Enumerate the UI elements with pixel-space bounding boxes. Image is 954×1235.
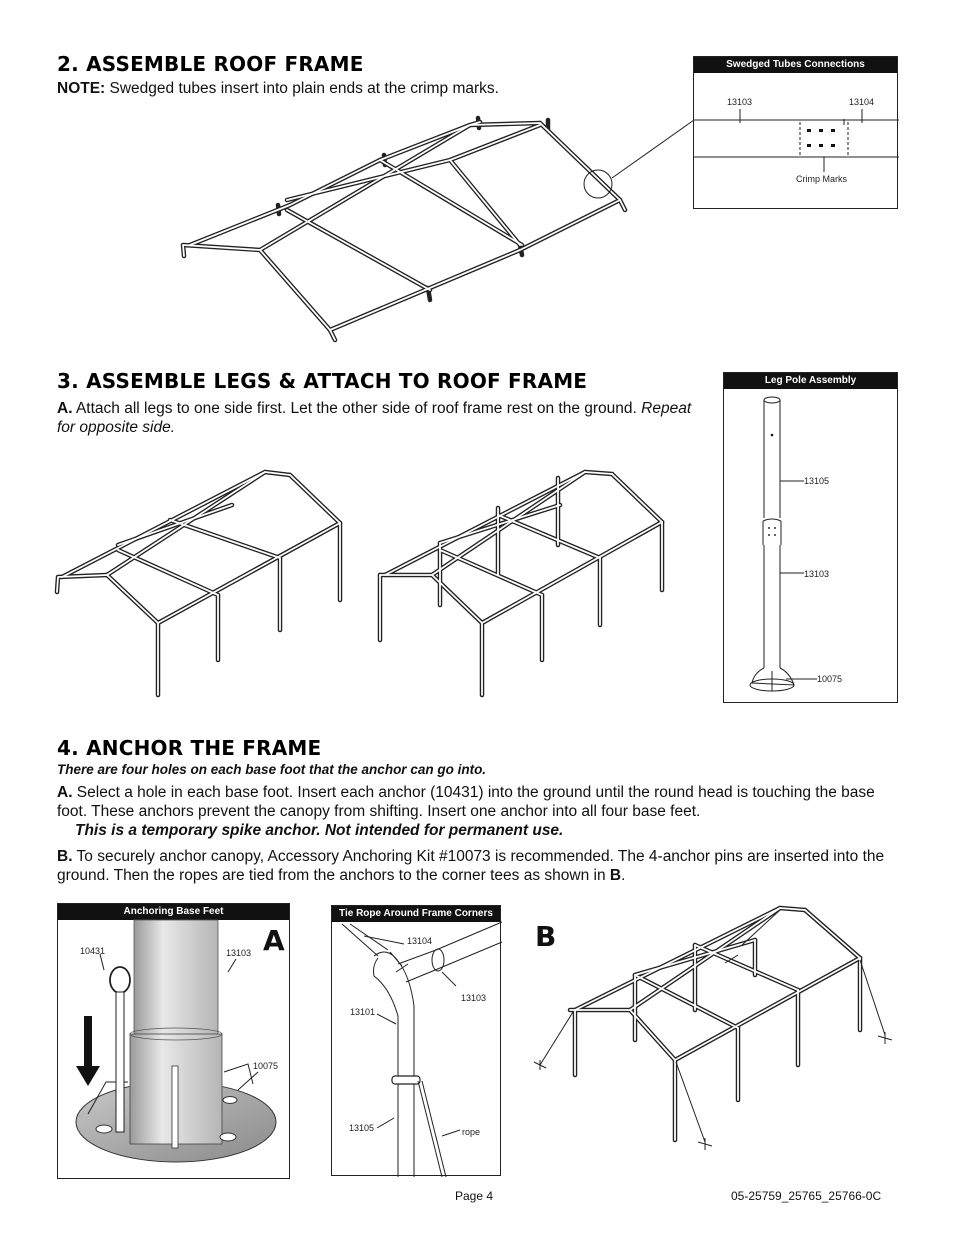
crimp-marks-label: Crimp Marks [796,174,847,184]
swedged-tubes-title: Swedged Tubes Connections [694,57,897,73]
figure-b-letter: B [535,920,557,953]
step-a-text: Attach all legs to one side first. Let the other side of roof frame rest on the ground. [72,400,642,417]
part-13101-label: 13101 [350,1007,376,1017]
tie-rope-title: Tie Rope Around Frame Corners [332,906,500,922]
part-13103-label: 13103 [727,97,753,107]
section-3-heading: 3. ASSEMBLE LEGS & ATTACH TO ROOF FRAME [57,369,588,393]
temporary-anchor-warning: This is a temporary spike anchor. Not intended for permanent use. [75,822,564,839]
step-a-label-4: A. [57,784,73,801]
part-10431-label: 10431 [80,946,106,956]
step-b-end: . [621,867,626,884]
part-13105-label-fig: 13105 [349,1123,375,1133]
note-label: NOTE: [57,80,106,97]
note-text: Swedged tubes insert into plain ends at the crimp marks. [105,80,499,97]
rope-label: rope [462,1127,481,1137]
part-13104-label: 13104 [849,97,875,107]
step-a-italic: Repeat for opposite side. [57,400,692,436]
part-10075-label: 10075 [817,674,843,684]
step-b-ref: B [609,867,622,884]
part-13105-label: 13105 [804,476,830,486]
part-13103-label-fig-a: 13103 [226,948,252,958]
step-b-text: To securely anchor canopy, Accessory Anchoring Kit #10073 is recommended. The 4-anchor pins are inserted into the ground. Then the ropes are tied from the anchors to the corner tees as shown in [57,848,885,884]
leg-pole-title: Leg Pole Assembly [724,373,897,389]
section-4-heading: 4. ANCHOR THE FRAME [57,736,322,760]
anchoring-base-feet-title: Anchoring Base Feet [58,904,289,920]
document-number: 05-25759_25765_25766-0C [731,1189,882,1203]
step-a-label: A. [57,400,73,417]
step-a-text-4: Select a hole in each base foot. Insert each anchor (10431) into the ground until the round head is touching the base foot. These anchors prevent the canopy from shifting. Insert one anchor into all four base feet. [57,784,875,820]
part-13103-label: 13103 [804,569,830,579]
section-4-subnote: There are four holes on each base foot that the anchor can go into. [57,762,487,777]
section-2-heading: 2. ASSEMBLE ROOF FRAME [57,52,364,76]
part-13104-label-fig: 13104 [407,936,433,946]
figure-a-letter: A [263,924,285,957]
step-b-label: B. [57,848,73,865]
part-13103-label-fig: 13103 [461,993,487,1003]
page-number: Page 4 [455,1189,494,1203]
part-10075-label-fig-a: 10075 [253,1061,279,1071]
